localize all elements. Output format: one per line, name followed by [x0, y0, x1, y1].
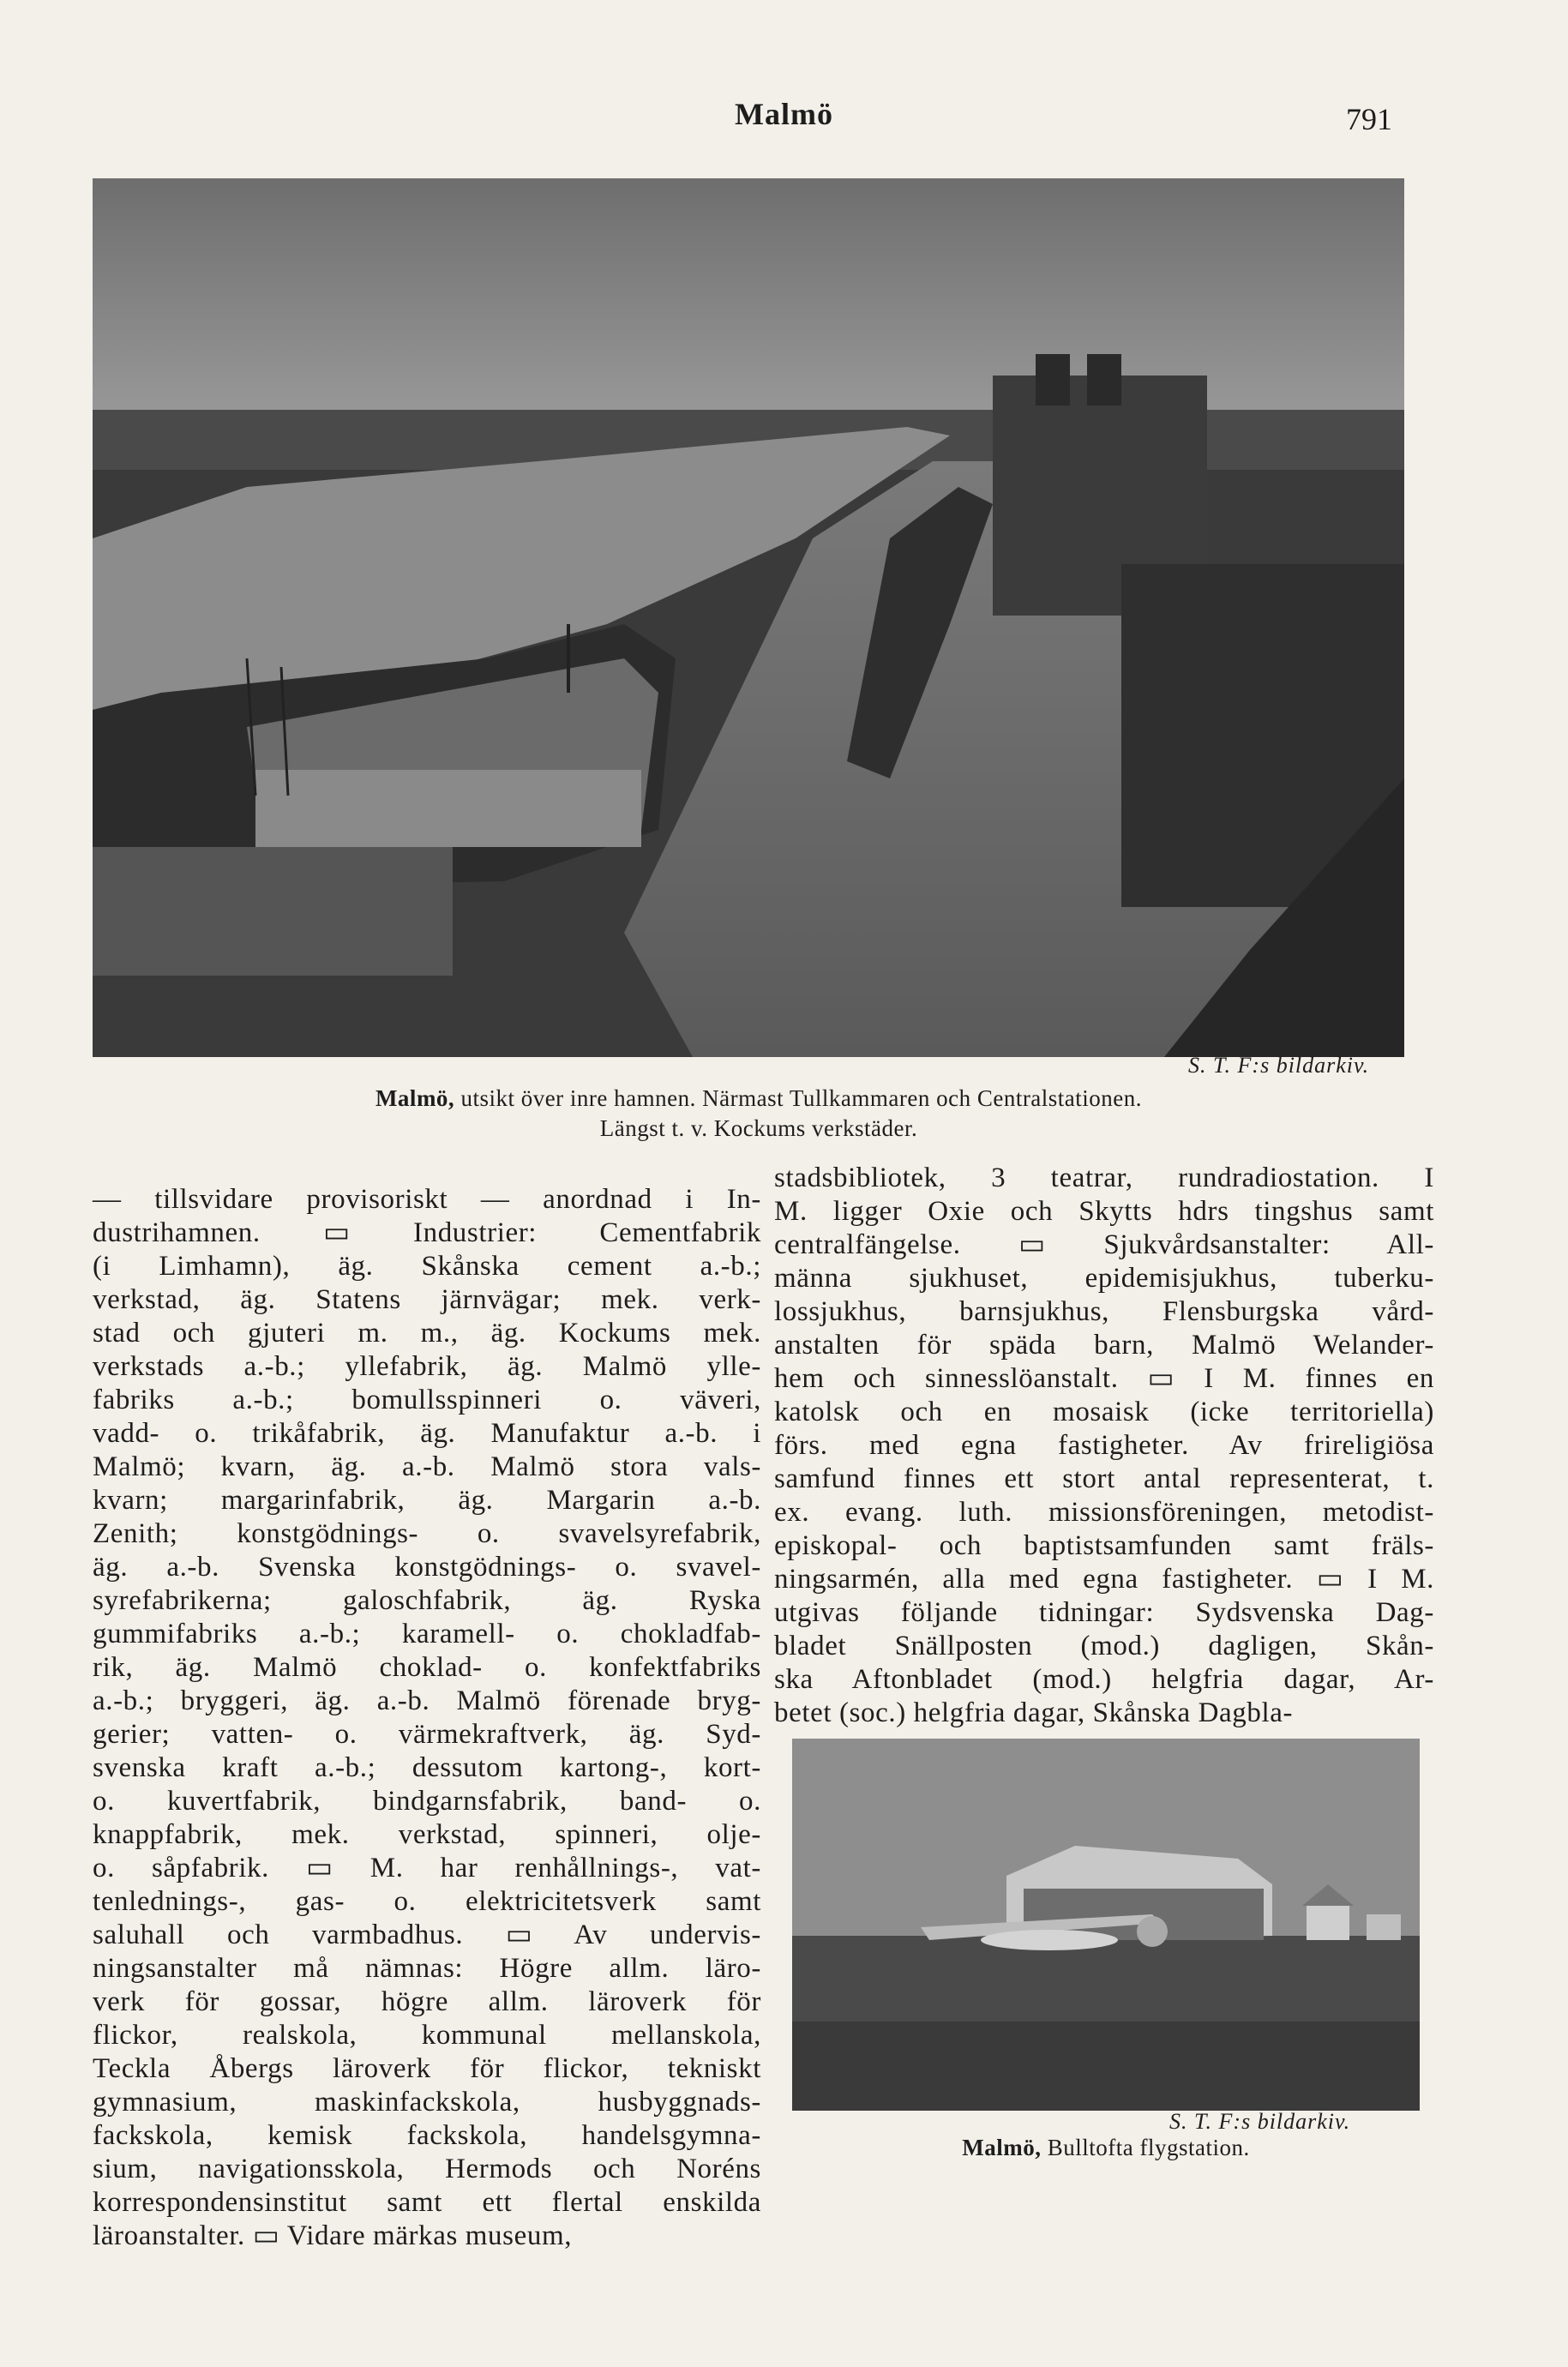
running-header-title: Malmö: [735, 97, 833, 131]
text-line: gymnasium, maskinfackskola, husbyggnads-: [93, 2087, 761, 2118]
caption-lead: Malmö,: [375, 1085, 455, 1111]
text-line: — tillsvidare provisoriskt — anordnad i In-: [93, 1184, 761, 1215]
text-line: dustrihamnen. ▭ Industrier: Cementfabrik: [93, 1217, 761, 1248]
text-line: syrefabrikerna; galoschfabrik, äg. Ryska: [93, 1585, 761, 1616]
text-line: M. ligger Oxie och Skytts hdrs tingshus samt: [774, 1196, 1434, 1227]
text-line: ningsanstalter må nämnas: Högre allm. läro-: [93, 1953, 761, 1984]
text-line: ska Aftonbladet (mod.) helgfria dagar, Ar-: [774, 1664, 1434, 1695]
text-line: stadsbibliotek, 3 teatrar, rundradiostation. I: [774, 1162, 1434, 1193]
text-line: fackskola, kemisk fackskola, handelsgymna-: [93, 2120, 761, 2151]
body-text-right-column: [774, 1162, 1434, 1730]
text-line: vadd- o. trikåfabrik, äg. Manufaktur a.-b. i: [93, 1418, 761, 1449]
airfield-photograph: [792, 1739, 1420, 2111]
text-line: knappfabrik, mek. verkstad, spinneri, olje-: [93, 1819, 761, 1850]
text-line: äg. a.-b. Svenska konstgödnings- o. svavel-: [93, 1552, 761, 1583]
body-text-left-column: [93, 1183, 761, 2253]
text-line: ex. evang. luth. missionsföreningen, metodist-: [774, 1497, 1434, 1528]
text-line: kvarn; margarinfabrik, äg. Margarin a.-b.: [93, 1485, 761, 1516]
text-line: sium, navigationsskola, Hermods och Noréns: [93, 2154, 761, 2184]
figure-caption: [103, 1084, 1415, 1144]
caption-lead-small: Malmö,: [962, 2135, 1042, 2160]
text-line: rik, äg. Malmö choklad- o. konfektfabriks: [93, 1652, 761, 1683]
text-line: flickor, realskola, kommunal mellanskola,: [93, 2020, 761, 2051]
harbour-photograph: [93, 178, 1404, 1057]
text-line: Zenith; konstgödnings- o. svavelsyrefabrik,: [93, 1518, 761, 1549]
text-line: förs. med egna fastigheter. Av frireligiösa: [774, 1430, 1434, 1461]
text-line: (i Limhamn), äg. Skånska cement a.-b.;: [93, 1251, 761, 1282]
caption-text-small: Bulltofta flygstation.: [1047, 2135, 1250, 2160]
caption-text-line-2: Längst t. v. Kockums verkstäder.: [599, 1115, 918, 1141]
page-number: 791: [1346, 102, 1392, 136]
text-line: läroanstalter. ▭ Vidare märkas museum,: [93, 2220, 573, 2251]
text-line: Malmö; kvarn, äg. a.-b. Malmö stora vals-: [93, 1451, 761, 1482]
text-line: gerier; vatten- o. värmekraftverk, äg. Syd-: [93, 1719, 761, 1750]
text-line: katolsk och en mosaisk (icke territoriella): [774, 1397, 1434, 1427]
caption-text: utsikt över inre hamnen. Närmast Tullkammaren och Centralstationen.: [460, 1085, 1143, 1111]
text-line: Teckla Åbergs läroverk för flickor, tekniskt: [93, 2053, 761, 2084]
text-line: betet (soc.) helgfria dagar, Skånska Dagbla-: [774, 1697, 1294, 1728]
text-line: fabriks a.-b.; bomullsspinneri o. väveri,: [93, 1385, 761, 1415]
text-line: o. kuvertfabrik, bindgarnsfabrik, band- o.: [93, 1786, 761, 1817]
photo-credit: S. T. F:s bildarkiv.: [1188, 1053, 1370, 1078]
text-line: tenlednings-, gas- o. elektricitetsverk samt: [93, 1886, 761, 1917]
text-line: stad och gjuteri m. m., äg. Kockums mek.: [93, 1318, 761, 1349]
text-line: männa sjukhuset, epidemisjukhus, tuberku-: [774, 1263, 1434, 1294]
text-line: korrespondensinstitut samt ett flertal enskilda: [93, 2187, 761, 2218]
text-line: o. såpfabrik. ▭ M. har renhållnings-, vat-: [93, 1853, 761, 1883]
text-line: centralfängelse. ▭ Sjukvårdsanstalter: All-: [774, 1229, 1434, 1260]
figure-caption-small: [792, 2133, 1420, 2163]
text-line: a.-b.; bryggeri, äg. a.-b. Malmö förenade bryg-: [93, 1685, 761, 1716]
text-line: lossjukhus, barnsjukhus, Flensburgska vård-: [774, 1296, 1434, 1327]
text-line: hem och sinnesslöanstalt. ▭ I M. finnes en: [774, 1363, 1434, 1394]
photo-credit-small: S. T. F:s bildarkiv.: [1169, 2109, 1351, 2134]
text-line: verk för gossar, högre allm. läroverk för: [93, 1986, 761, 2017]
text-line: ningsarmén, alla med egna fastigheter. ▭ I M.: [774, 1564, 1434, 1595]
text-line: verkstads a.-b.; yllefabrik, äg. Malmö ylle-: [93, 1351, 761, 1382]
text-line: samfund finnes ett stort antal representerat, t.: [774, 1463, 1434, 1494]
text-line: gummifabriks a.-b.; karamell- o. chokladfab-: [93, 1619, 761, 1649]
text-line: anstalten för späda barn, Malmö Welander-: [774, 1330, 1434, 1361]
text-line: utgivas följande tidningar: Sydsvenska Dag-: [774, 1597, 1434, 1628]
text-line: svenska kraft a.-b.; dessutom kartong-, kort-: [93, 1752, 761, 1783]
text-line: saluhall och varmbadhus. ▭ Av undervis-: [93, 1919, 761, 1950]
text-line: verkstad, äg. Statens järnvägar; mek. verk-: [93, 1284, 761, 1315]
text-line: episkopal- och baptistsamfunden samt fräls-: [774, 1530, 1434, 1561]
text-line: bladet Snällposten (mod.) dagligen, Skån-: [774, 1631, 1434, 1661]
